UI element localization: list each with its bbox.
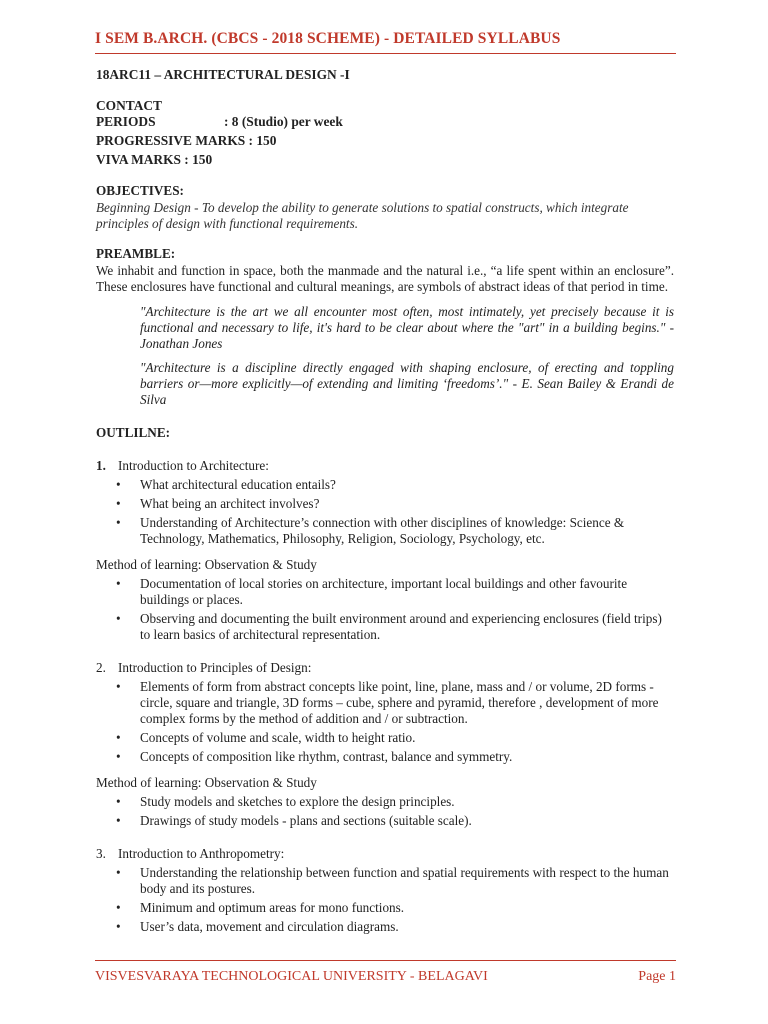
- outline-heading: OUTLILNE:: [96, 425, 171, 440]
- list-item: • Understanding of Architecture’s connection with other disciplines of knowledge: Science & Technology, Mathematics, Philosophy, Religion, Sociology, Psychology, etc.: [140, 515, 674, 547]
- contact-periods: [96, 98, 674, 130]
- objectives-heading: OBJECTIVES:: [96, 183, 184, 198]
- section-1-heading: [96, 458, 674, 474]
- section-1-bullets: [96, 477, 674, 547]
- progressive-marks: PROGRESSIVE MARKS : 150: [96, 133, 277, 148]
- section-1-title: Introduction to Architecture:: [118, 458, 269, 473]
- page-header: [95, 30, 676, 54]
- course-code-title: 18ARC11 – ARCHITECTURAL DESIGN -I: [96, 67, 350, 82]
- section-3-title: Introduction to Anthropometry:: [118, 846, 285, 861]
- section-1-method-bullets: [96, 576, 674, 643]
- objectives-lead: Beginning Design: [96, 200, 191, 215]
- section-2-method: Method of learning: Observation & Study: [96, 775, 317, 790]
- list-item: • User’s data, movement and circulation diagrams.: [140, 919, 674, 935]
- page-footer: [95, 960, 676, 985]
- preamble-text-a: We inhabit and function in space, both the manmade and the natural i.e., “a life spent within an enclosure”: [96, 263, 671, 278]
- preamble-heading: PREAMBLE:: [96, 246, 176, 261]
- section-3-number: 3.: [96, 846, 106, 861]
- footer-university: VISVESVARAYA TECHNOLOGICAL UNIVERSITY - BELAGAVI: [95, 969, 488, 984]
- objectives-text: [96, 200, 674, 232]
- list-item: • Study models and sketches to explore the design principles.: [140, 794, 674, 810]
- preamble-text-b: . These enclosures have functional and cultural meanings, are symbols of abstract ideas of that period in time.: [96, 263, 674, 294]
- list-item: • Observing and documenting the built environment around and experiencing enclosures (field trips) to learn basics of architectural representation.: [140, 611, 674, 643]
- contact-value: : 8 (Studio) per week: [224, 114, 343, 129]
- section-3-heading: [96, 846, 674, 862]
- header-title: I SEM B.ARCH. (CBCS - 2018 SCHEME) - DETAILED SYLLABUS: [95, 30, 561, 47]
- section-1-number: 1.: [96, 458, 106, 473]
- list-item: • Concepts of composition like rhythm, contrast, balance and symmetry.: [140, 749, 674, 765]
- contact-label: CONTACT PERIODS: [96, 98, 162, 129]
- list-item: • What architectural education entails?: [140, 477, 674, 493]
- section-2-bullets: [96, 679, 674, 765]
- list-item: • What being an architect involves?: [140, 496, 674, 512]
- section-2-heading: [96, 660, 674, 676]
- preamble-quote-1: "Architecture is the art we all encounter most often, most intimately, yet precisely because it is functional and necessary to life, it's hard to be clear about where the "art" in a building begins." - Jonathan Jones: [140, 304, 674, 351]
- section-3-bullets: [96, 865, 674, 935]
- preamble-text: [96, 263, 674, 295]
- list-item: • Elements of form from abstract concepts like point, line, plane, mass and / or volume, 2D forms - circle, square and triangle, 3D forms – cube, sphere and pyramid, therefore , development of more complex forms by the method of addition and / or subtraction.: [140, 679, 674, 727]
- list-item: • Drawings of study models - plans and sections (suitable scale).: [140, 813, 674, 829]
- list-item: • Concepts of volume and scale, width to height ratio.: [140, 730, 674, 746]
- section-2-title: Introduction to Principles of Design:: [118, 660, 312, 675]
- objectives-body: - To develop the ability to generate solutions to spatial constructs, which integrate principles of design with functional requirements.: [96, 200, 629, 231]
- list-item: • Minimum and optimum areas for mono functions.: [140, 900, 674, 916]
- section-1-method: Method of learning: Observation & Study: [96, 557, 317, 572]
- list-item: • Understanding the relationship between function and spatial requirements with respect to the human body and its postures.: [140, 865, 674, 897]
- list-item: • Documentation of local stories on architecture, important local buildings and other favourite buildings or places.: [140, 576, 674, 608]
- page-content: [96, 67, 674, 935]
- page-number: Page 1: [638, 969, 676, 984]
- section-2-number: 2.: [96, 660, 106, 675]
- section-2-method-bullets: [96, 794, 674, 829]
- viva-marks: VIVA MARKS : 150: [96, 152, 213, 167]
- preamble-quote-2: "Architecture is a discipline directly engaged with shaping enclosure, of erecting and toppling barriers or—more explicitly—of extending and limiting ‘freedoms’." - E. Sean Bailey & Erandi de Silva: [140, 360, 674, 407]
